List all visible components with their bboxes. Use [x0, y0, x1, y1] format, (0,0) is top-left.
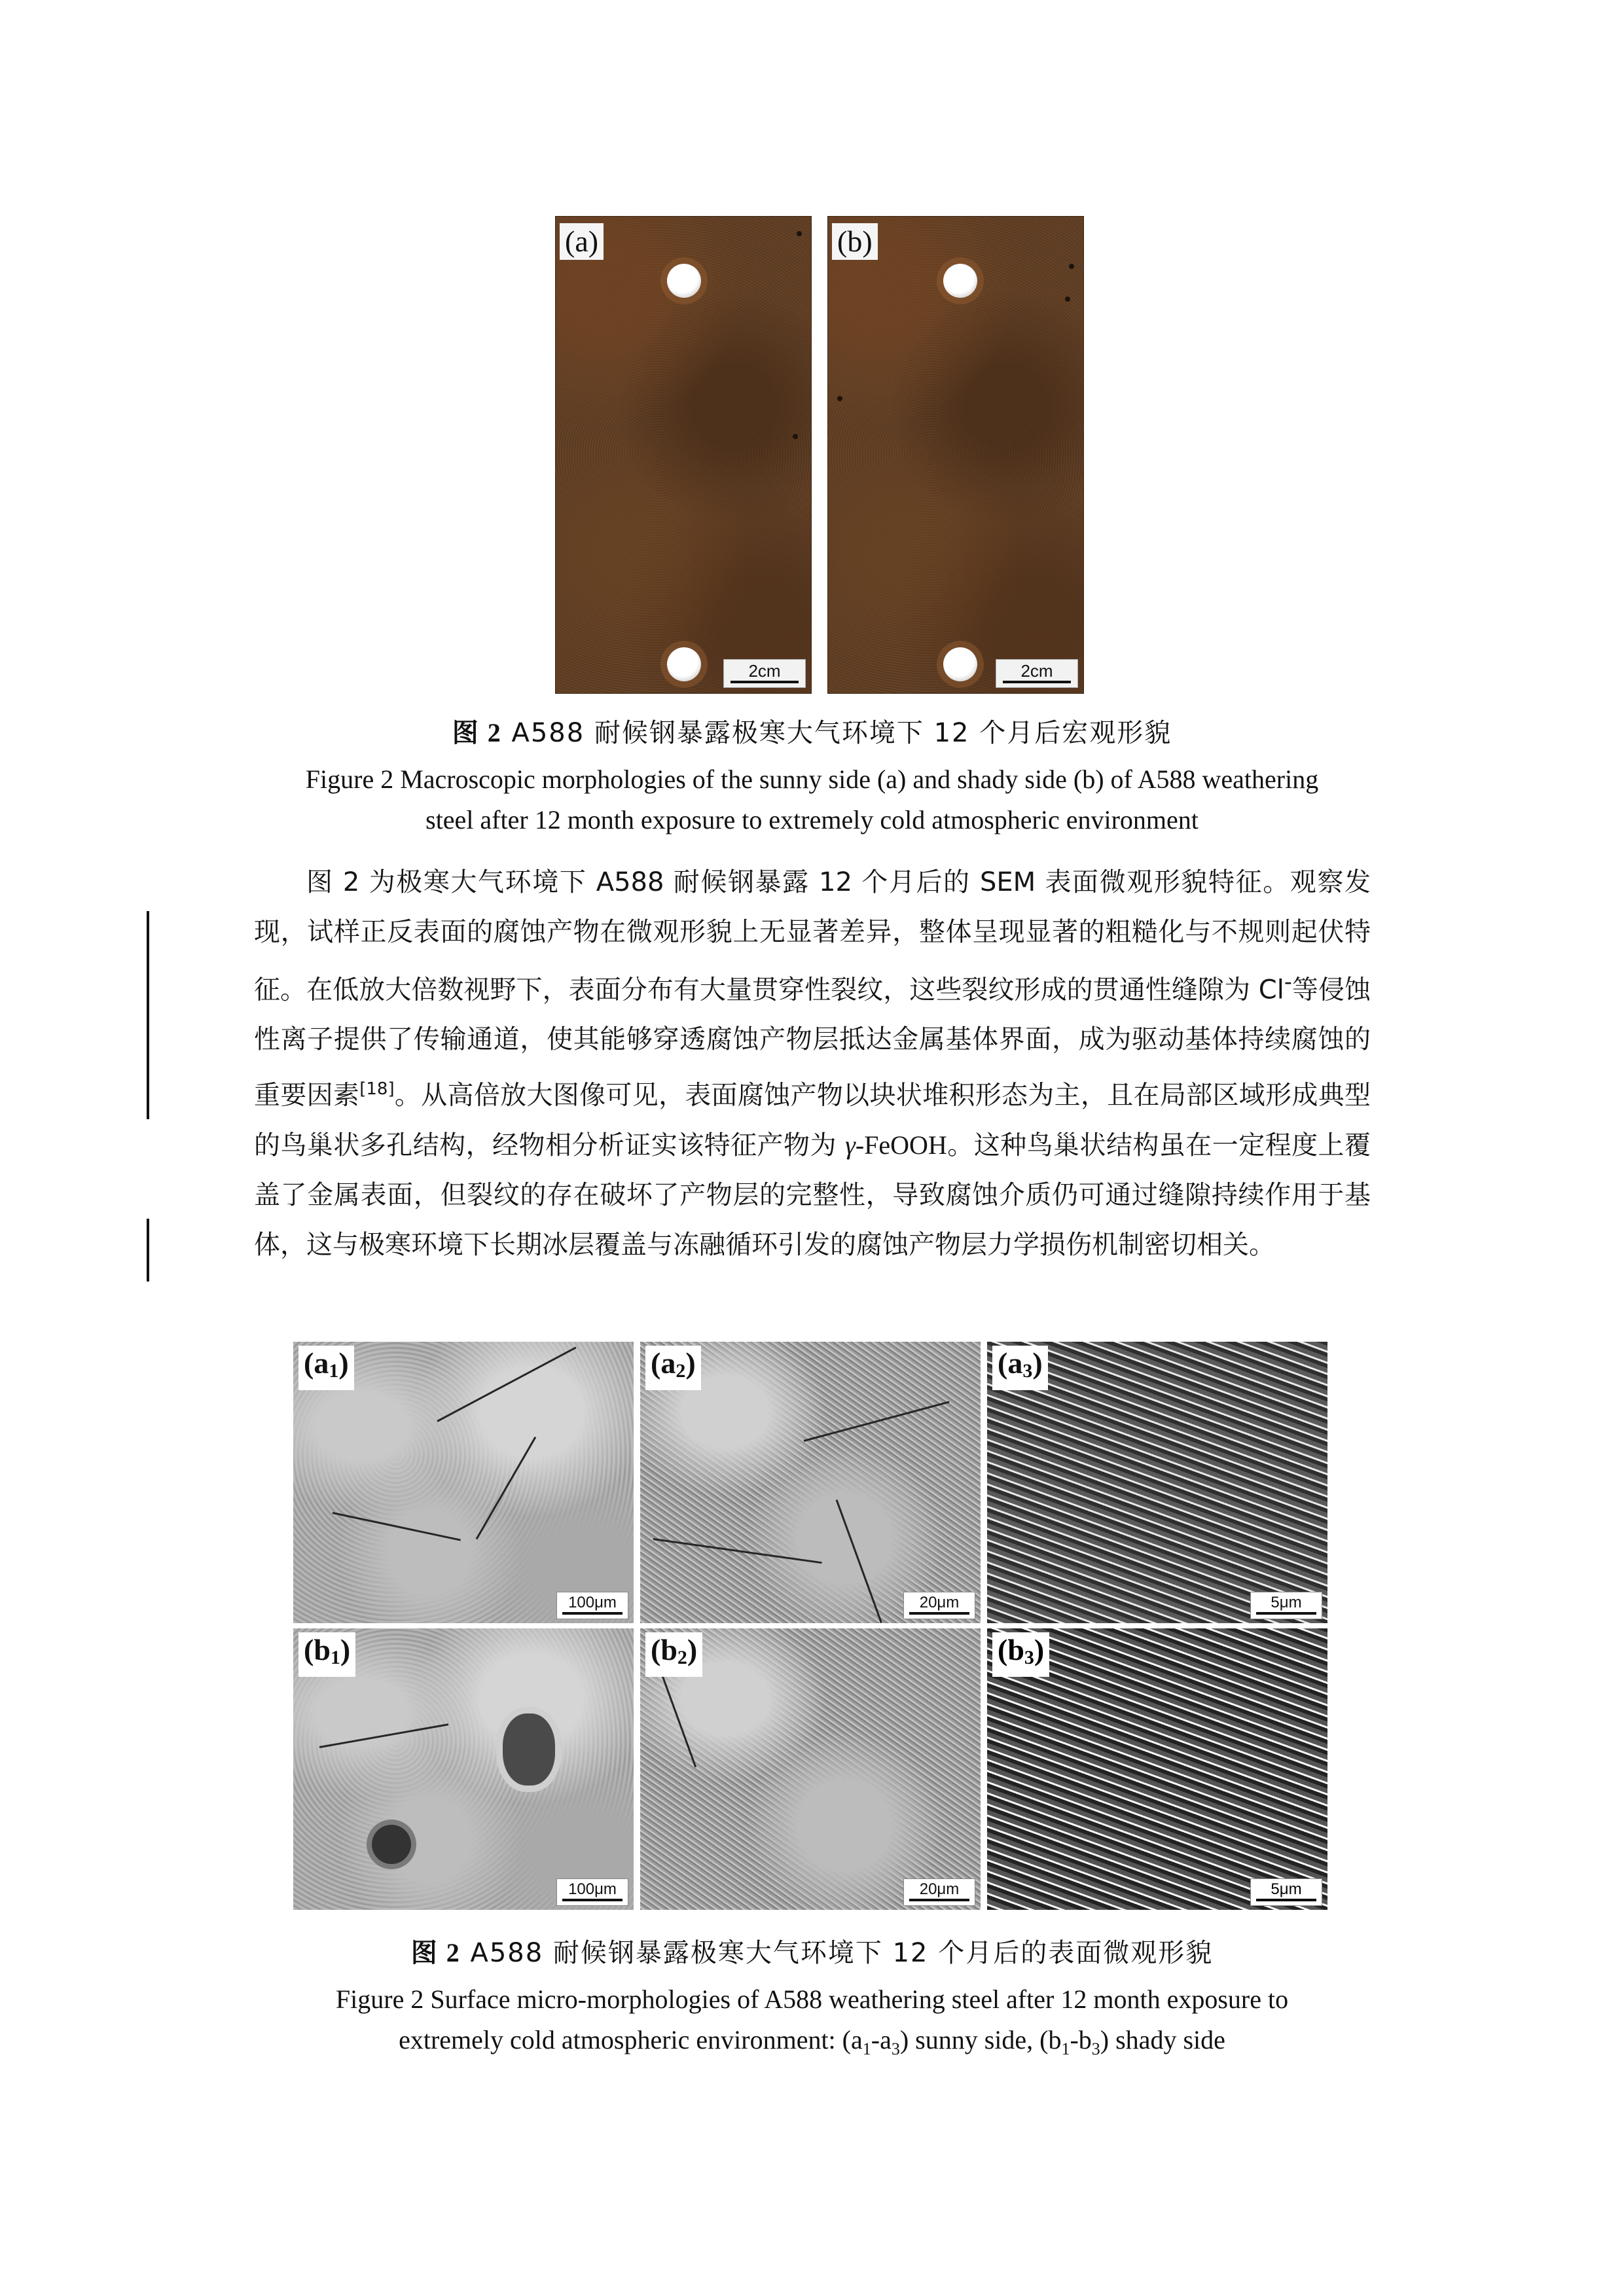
paragraph-text	[254, 857, 1371, 1270]
sem-panel-b2	[640, 1628, 981, 1910]
macro-scale-bar-b	[996, 659, 1078, 688]
macro-caption-en-line1: Figure 2 Macroscopic morphologies of the sunny side (a) and shady side (b) of A588 weathering	[305, 764, 1319, 794]
text-run: -FeOOH。这种鸟巢状结构虽在一定程度上覆盖了金属表面，但裂纹的存在破坏了产物层的完整性，导致腐蚀介质仍可通过缝隙持续作用于基体，这与极寒环境下长期冰层覆盖与冻融循环引发的腐蚀产物层力学损伤机制密切相关。	[254, 1130, 1371, 1259]
sem-caption-en-line1: Figure 2 Surface micro-morphologies of A588 weathering steel after 12 month exposure to	[335, 1984, 1289, 2014]
sem-panel-label: $(a_3)$	[992, 1346, 1048, 1390]
sem-panel-label: $(a_1)$	[298, 1346, 354, 1390]
caption-text: A588 耐候钢暴露极寒大气环境下 12 个月后的表面微观形貌	[470, 1938, 1214, 1968]
revision-bar	[147, 911, 149, 1119]
sem-panel-a1	[293, 1342, 634, 1623]
sem-scale-bar: 20μm	[903, 1878, 975, 1906]
corrosion-pit	[372, 1825, 411, 1864]
body-paragraph	[254, 857, 1371, 1270]
sem-panel-a3	[987, 1342, 1327, 1623]
caption-text: A588 耐候钢暴露极寒大气环境下 12 个月后宏观形貌	[511, 718, 1172, 748]
sem-scale-bar: 100μm	[556, 1592, 628, 1619]
mounting-hole-top	[943, 264, 977, 298]
figure-number: 图 2	[452, 718, 502, 747]
scale-label: 2cm	[1020, 661, 1053, 681]
surface-pit	[837, 396, 842, 401]
scale-line	[1003, 681, 1071, 683]
sem-panel-b3	[987, 1628, 1327, 1910]
sem-scale-bar: 20μm	[903, 1592, 975, 1619]
sem-caption-cn	[0, 1932, 1624, 1969]
surface-pit	[797, 231, 802, 236]
sem-panel-label: $(a_2)$	[645, 1346, 701, 1390]
macro-photo-a-label: (a)	[560, 223, 604, 260]
figure-number: 图 2	[410, 1938, 461, 1967]
sem-panel-label: $(b_3)$	[992, 1632, 1049, 1677]
mounting-hole-bottom	[943, 647, 977, 681]
scale-label: 2cm	[748, 661, 781, 681]
crack-line	[659, 1668, 697, 1767]
sem-panel-a2	[640, 1342, 981, 1623]
crack-line	[319, 1723, 448, 1748]
revision-bar	[147, 1219, 149, 1282]
crack-line	[836, 1499, 882, 1623]
sem-scale-bar: 5μm	[1250, 1878, 1322, 1906]
crack-line	[653, 1538, 822, 1564]
surface-pit	[1069, 264, 1074, 269]
text-run: 等侵蚀性离子提供了传输通道，使其能够穿透腐蚀产物层抵达金属基体界面，成为驱动基体持续腐蚀的重要因素	[254, 975, 1371, 1111]
macro-caption-en-line2: steel after 12 month exposure to extremely cold atmospheric environment	[425, 805, 1199, 834]
macro-caption-cn	[0, 712, 1624, 749]
corrosion-pit	[503, 1713, 555, 1785]
mounting-hole-bottom	[667, 647, 701, 681]
gamma-symbol: γ	[845, 1130, 856, 1160]
sem-panel-label: $(b_2)$	[645, 1632, 702, 1677]
macro-scale-bar-a	[723, 659, 806, 688]
macro-photo-b	[827, 216, 1084, 694]
crack-line	[437, 1347, 576, 1422]
macro-photo-a	[555, 216, 812, 694]
text-run: 。从高倍放大图像可见，表面腐蚀产物以块状堆积形态为主，且在局部区域形成典型的鸟巢状多孔结构，经物相分析证实该特征产物为	[254, 1080, 1371, 1160]
citation: [18]	[359, 1079, 395, 1100]
sem-scale-bar: 5μm	[1250, 1592, 1322, 1619]
sem-scale-bar: 100μm	[556, 1878, 628, 1906]
chloride-charge: -	[1284, 969, 1292, 994]
sem-panel-b1	[293, 1628, 634, 1910]
crack-line	[804, 1401, 950, 1442]
macro-photo-b-label: (b)	[832, 223, 878, 260]
sem-caption-en-line2: extremely cold atmospheric environment: $(a_1-a_3)$ sunny side, $(b_1-b_3)$ shady side	[399, 2025, 1225, 2058]
crack-line	[476, 1437, 537, 1539]
mounting-hole-top	[667, 264, 701, 298]
text-run: 图 2 为极寒大气环境下 A588 耐候钢暴露 12 个月后的 SEM 表面微观形貌特征。观察发现，试样正反表面的腐蚀产物在微观形貌上无显著差异，整体呈现显著的粗糙化与不规则起伏特征。在低放大倍数视野下，表面分布有大量贯穿性裂纹，这些裂纹形成的贯通性缝隙为 Cl	[254, 867, 1371, 1005]
scale-line	[731, 681, 799, 683]
sem-panel-label: $(b_1)$	[298, 1632, 355, 1677]
surface-pit	[1065, 296, 1070, 302]
surface-pit	[793, 434, 798, 439]
crack-line	[333, 1512, 461, 1541]
